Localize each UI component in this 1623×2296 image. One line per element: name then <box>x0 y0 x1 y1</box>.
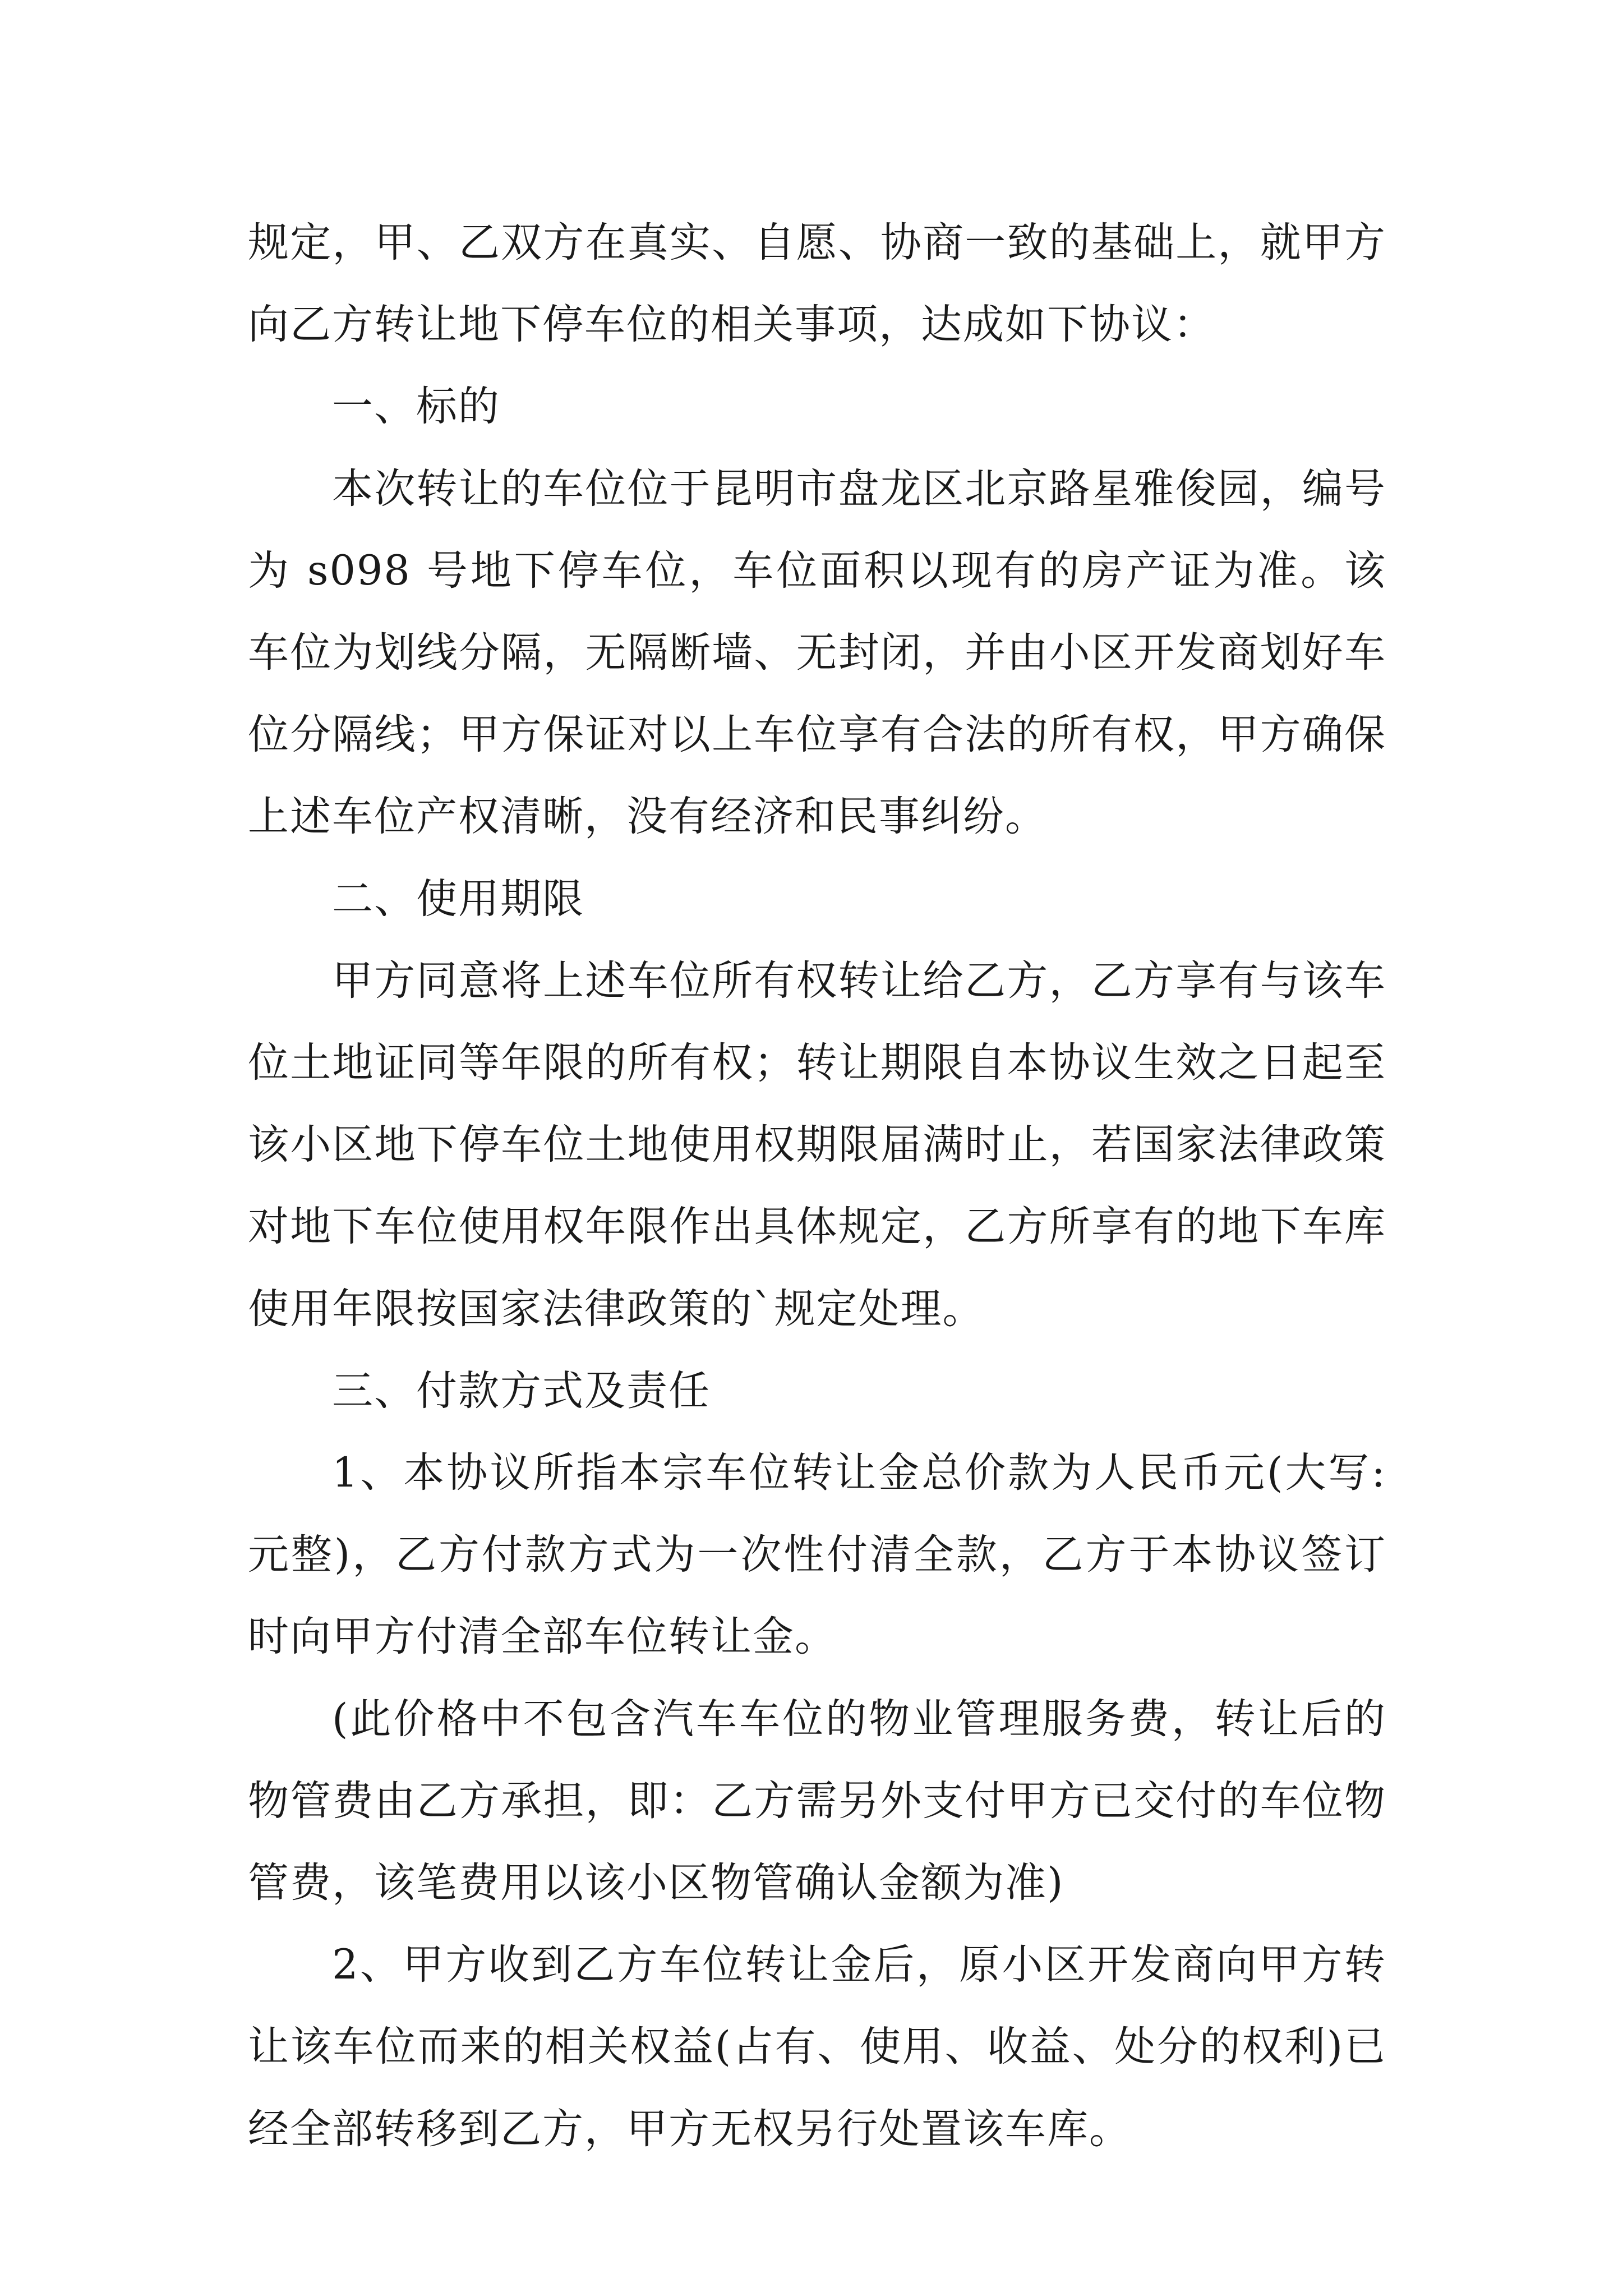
paragraph-payment-note: (此价格中不包含汽车车位的物业管理服务费，转让后的物管费由乙方承担，即：乙方需另外支付甲方已交付的车位物管费，该笔费用以该小区物管确认金额为准) <box>248 1695 1386 1907</box>
paragraph-payment-2: 2、甲方收到乙方车位转让金后，原小区开发商向甲方转让该车位而来的相关权益(占有、使用、收益、处分的权利)已经全部转移到乙方，甲方无权另行处置该车库。 <box>248 1941 1386 2153</box>
section-heading-payment: 三、付款方式及责任 <box>332 1366 711 1415</box>
section-heading-usage-term: 二、使用期限 <box>332 875 584 923</box>
paragraph-usage-term: 甲方同意将上述车位所有权转让给乙方，乙方享有与该车位土地证同等年限的所有权；转让期限自本协议生效之日起至该小区地下停车位土地使用权期限届满时止，若国家法律政策对地下车位使用权年限作出具体规定，乙方所享有的地下车库使用年限按国家法律政策的`规定处理。 <box>248 956 1386 1333</box>
paragraph-preamble-continuation: 规定，甲、乙双方在真实、自愿、协商一致的基础上，就甲方向乙方转让地下停车位的相关事项，达成如下协议： <box>248 219 1386 349</box>
paragraph-subject: 本次转让的车位位于昆明市盘龙区北京路星雅俊园，编号为 s098 号地下停车位，车位面积以现有的房产证为准。该车位为划线分隔，无隔断墙、无封闭，并由小区开发商划好车位分隔线；甲方保证对以上车位享有合法的所有权，甲方确保上述车位产权清晰，没有经济和民事纠纷。 <box>248 464 1386 841</box>
section-heading-subject: 一、标的 <box>332 383 500 431</box>
paragraph-payment-1: 1、本协议所指本宗车位转让金总价款为人民币元(大写:元整)，乙方付款方式为一次性付清全款，乙方于本协议签订时向甲方付清全部车位转让金。 <box>248 1449 1386 1661</box>
document-body <box>248 202 1386 2170</box>
